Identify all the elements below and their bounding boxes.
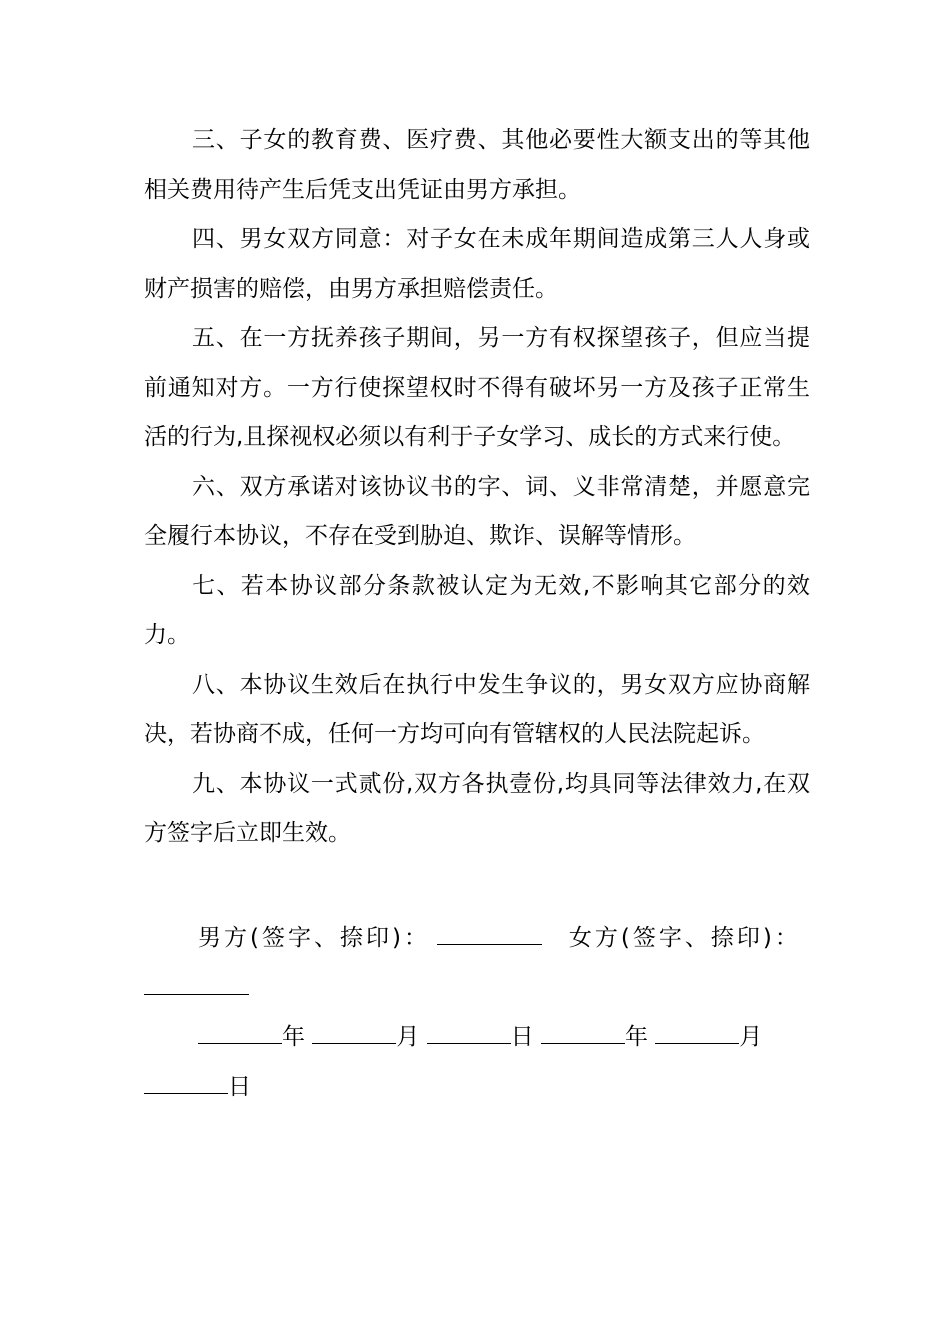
clause-8: 八、本协议生效后在执行中发生争议的，男女双方应协商解决，若协商不成，任何一方均可向有管辖权的人民法院起诉。 [144,671,810,747]
male-signature-blank[interactable] [437,926,542,945]
female-year-label: 年 [624,1024,648,1050]
female-month-label: 月 [739,1024,763,1050]
clause-5: 五、在一方抚养孩子期间，另一方有权探望孩子，但应当提前通知对方。一方行使探望权时不得有破坏另一方及孩子正常生活的行为,且探视权必须以有利于子女学习、成长的方式来行使。 [144,325,810,450]
female-month-blank[interactable] [655,1025,739,1044]
male-day-label: 日 [510,1024,534,1050]
female-signature-blank[interactable] [144,976,249,995]
male-month-label: 月 [396,1024,420,1050]
male-year-blank[interactable] [198,1025,282,1044]
clause-3: 三、子女的教育费、医疗费、其他必要性大额支出的等其他相关费用待产生后凭支出凭证由男方承担。 [144,127,810,203]
male-month-blank[interactable] [312,1025,396,1044]
female-day-blank[interactable] [144,1075,228,1094]
female-day-label: 日 [228,1073,251,1100]
agreement-body [144,116,810,859]
date-section [144,1013,810,1112]
signature-section [144,914,810,1013]
male-year-label: 年 [282,1024,305,1050]
male-signature-label: 男方(签字、捺印)： [198,925,430,951]
clause-7: 七、若本协议部分条款被认定为无效,不影响其它部分的效力。 [144,572,810,648]
female-signature-label: 女方(签字、捺印)： [568,925,801,951]
clause-4: 四、男女双方同意：对子女在未成年期间造成第三人人身或财产损害的赔偿，由男方承担赔偿责任。 [144,226,810,302]
male-day-blank[interactable] [427,1025,511,1044]
female-year-blank[interactable] [541,1025,625,1044]
clause-6: 六、双方承诺对该协议书的字、词、义非常清楚，并愿意完全履行本协议，不存在受到胁迫、欺诈、误解等情形。 [144,473,810,549]
clause-9: 九、本协议一式贰份,双方各执壹份,均具同等法律效力,在双方签字后立即生效。 [144,770,810,846]
